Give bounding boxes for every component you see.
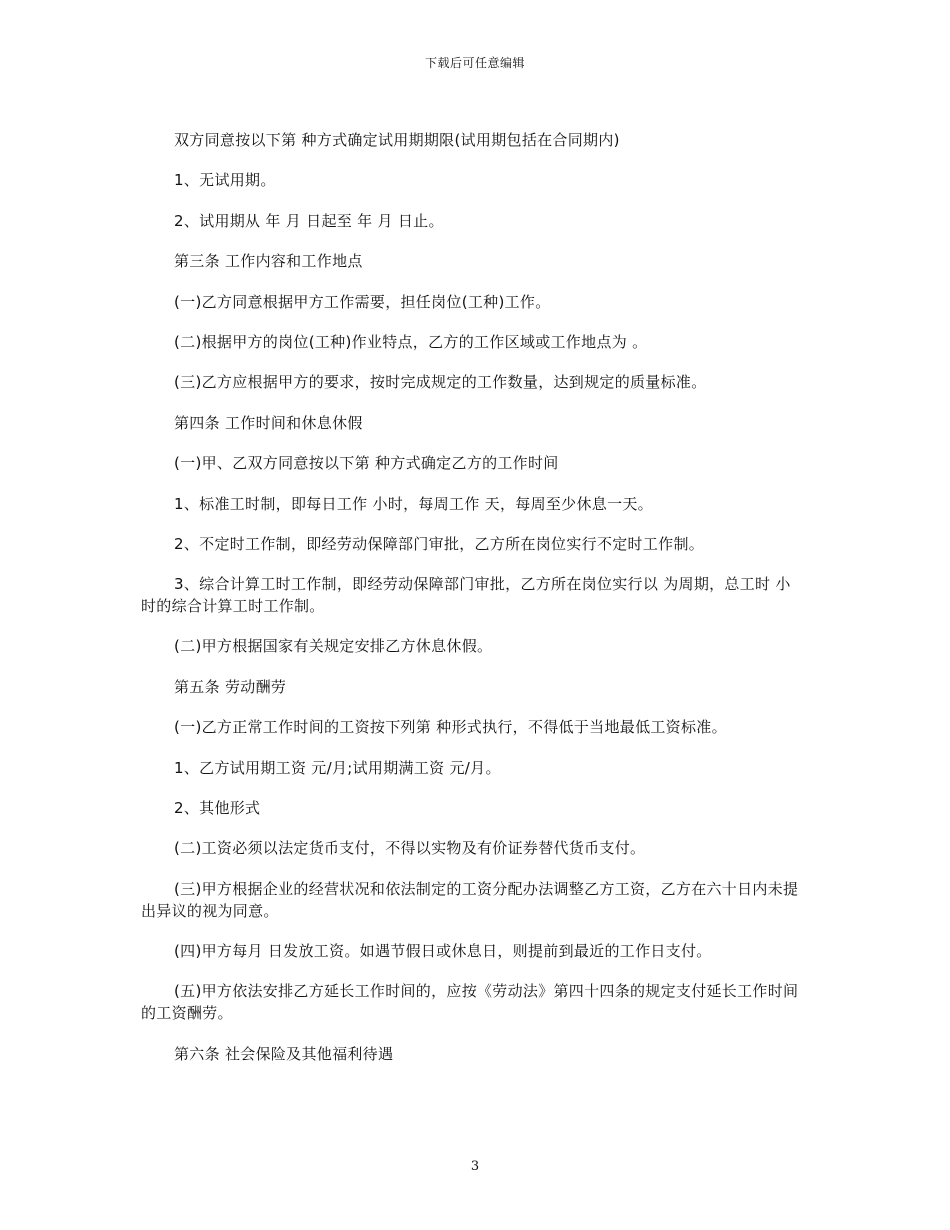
paragraph-other-form: 2、其他形式 bbox=[174, 799, 261, 818]
paragraph-wage-form: (一)乙方正常工作时间的工资按下列第 种形式执行，不得低于当地最低工资标准。 bbox=[174, 718, 727, 737]
page-header: 下载后可任意编辑 bbox=[424, 56, 525, 70]
paragraph-job-position: (一)乙方同意根据甲方工作需要，担任岗位(工种)工作。 bbox=[174, 292, 551, 311]
paragraph-currency-payment: (二)工资必须以法定货币支付，不得以实物及有价证券替代货币支付。 bbox=[174, 839, 646, 858]
paragraph-wage-adjustment: (三)甲方根据企业的经营状况和依法制定的工资分配办法调整乙方工资，乙方在六十日内未提出异议的视为同意。 bbox=[141, 879, 799, 920]
paragraph-standard-hours: 1、标准工时制，即每日工作 小时，每周工作 天，每周至少休息一天。 bbox=[174, 494, 653, 513]
paragraph-rest-leave: (二)甲方根据国家有关规定安排乙方休息休假。 bbox=[174, 637, 493, 656]
paragraph-probation-period: 2、试用期从 年 月 日起至 年 月 日止。 bbox=[174, 211, 444, 230]
paragraph-overtime-pay: (五)甲方依法安排乙方延长工作时间的，应按《劳动法》第四十四条的规定支付延长工作时间的工资酬劳。 bbox=[141, 982, 799, 1023]
article-6-heading: 第六条 社会保险及其他福利待遇 bbox=[174, 1044, 394, 1063]
paragraph-working-hours-choice: (一)甲、乙双方同意按以下第 种方式确定乙方的工作时间 bbox=[174, 454, 559, 473]
paragraph-work-location: (二)根据甲方的岗位(工种)作业特点，乙方的工作区域或工作地点为 。 bbox=[174, 332, 648, 351]
article-3-heading: 第三条 工作内容和工作地点 bbox=[174, 252, 363, 271]
paragraph-probation-choice: 双方同意按以下第 种方式确定试用期期限(试用期包括在合同期内) bbox=[174, 131, 620, 149]
page-number: 3 bbox=[470, 1159, 480, 1174]
article-4-heading: 第四条 工作时间和休息休假 bbox=[174, 413, 363, 432]
document-body bbox=[141, 130, 799, 1084]
paragraph-no-probation: 1、无试用期。 bbox=[174, 171, 276, 190]
paragraph-work-quality: (三)乙方应根据甲方的要求，按时完成规定的工作数量，达到规定的质量标准。 bbox=[174, 373, 707, 392]
paragraph-comprehensive-hours: 3、综合计算工时工作制，即经劳动保障部门审批，乙方所在岗位实行以 为周期，总工时 小时的综合计算工时工作制。 bbox=[141, 575, 791, 616]
paragraph-flexible-hours: 2、不定时工作制，即经劳动保障部门审批，乙方所在岗位实行不定时工作制。 bbox=[174, 534, 705, 553]
paragraph-probation-wage: 1、乙方试用期工资 元/月;试用期满工资 元/月。 bbox=[174, 758, 501, 777]
paragraph-payday: (四)甲方每月 日发放工资。如遇节假日或休息日，则提前到最近的工作日支付。 bbox=[174, 942, 712, 961]
article-5-heading: 第五条 劳动酬劳 bbox=[174, 677, 287, 696]
